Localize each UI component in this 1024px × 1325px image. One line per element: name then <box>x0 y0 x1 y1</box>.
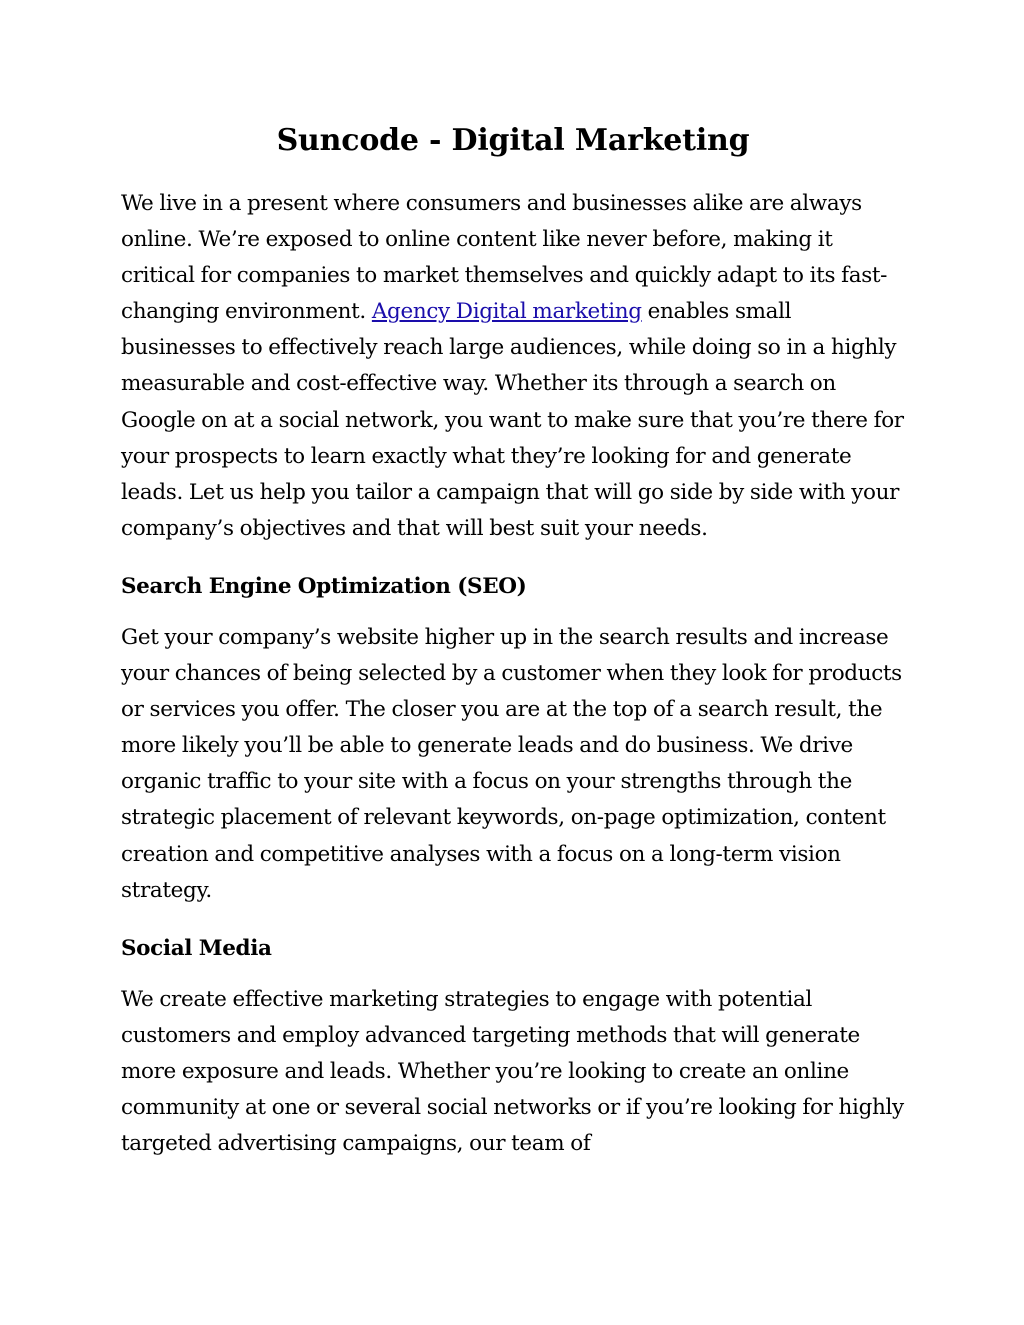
agency-digital-marketing-link[interactable]: Agency Digital marketing <box>371 299 642 325</box>
intro-paragraph <box>121 186 905 547</box>
social-media-paragraph: We create effective marketing strategies to engage with potential customers and employ advanced targeting methods that will generate more exposure and leads. Whether you’re looking to create an online community at one or several social networks or if you’re looking for highly targeted advertising campaigns, our team of <box>121 986 904 1157</box>
intro-text-before-link: We live in a present where consumers and businesses alike are always online. We’re exposed to online content like never before, making it critical for companies to market themselves and quickly adapt to its fast-changing environment. <box>121 191 888 325</box>
seo-paragraph: Get your company’s website higher up in the search results and increase your chances of being selected by a customer when they look for products or services you offer. The closer you are at the top of a search result, the more likely you’ll be able to generate leads and do business. We drive organic traffic to your site with a focus on your strengths through the strategic placement of relevant keywords, on-page optimization, content creation and competitive analyses with a focus on a long-term vision strategy. <box>121 624 902 903</box>
seo-heading: Search Engine Optimization (SEO) <box>121 573 527 599</box>
intro-text-after-link: enables small businesses to effectively reach large audiences, while doing so in a highly measurable and cost-effective way. Whether its through a search on Google on at a social network, you want to make sure that you’re there for your prospects to learn exactly what they’re looking for and generate leads. Let us help you tailor a campaign that will go side by side with your company’s objectives and that will best suit your needs. <box>121 299 904 541</box>
document-content <box>121 119 905 1162</box>
social-media-heading: Social Media <box>121 935 272 961</box>
document-title: Suncode - Digital Marketing <box>276 123 750 158</box>
